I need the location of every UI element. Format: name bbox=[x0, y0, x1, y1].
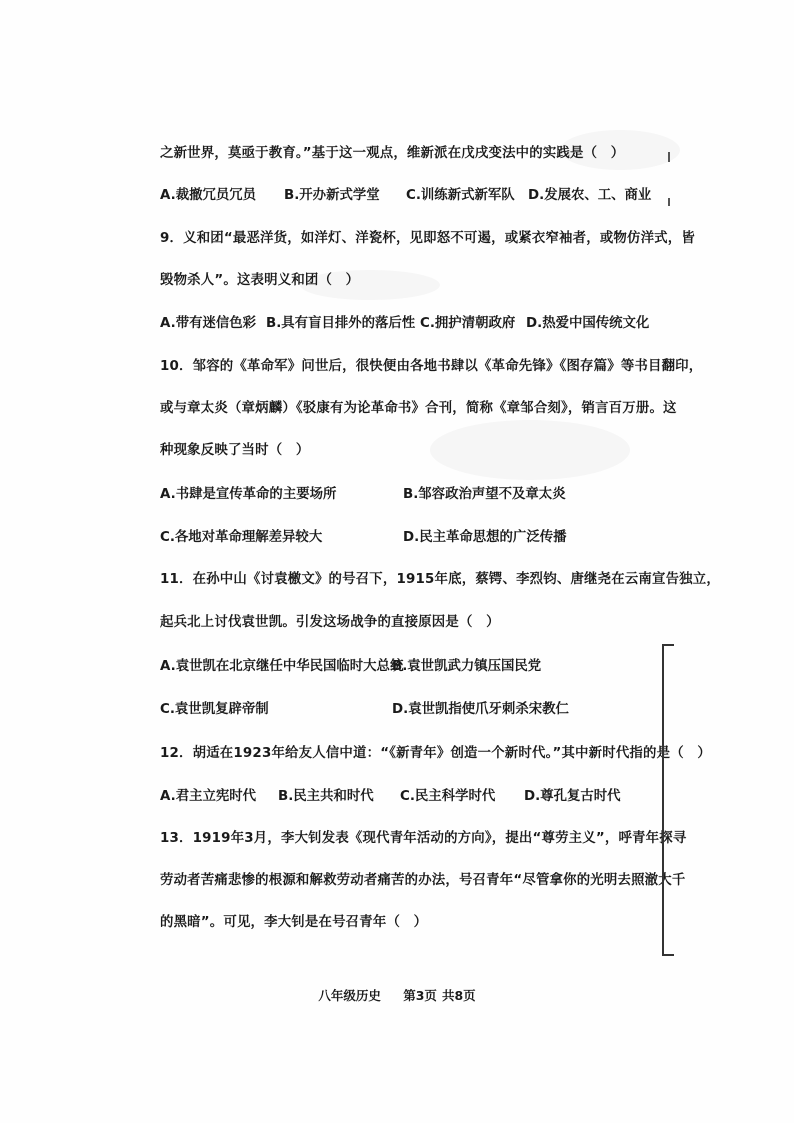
q9-option-b: B.具有盲目排外的落后性 bbox=[266, 316, 416, 331]
binding-bracket bbox=[662, 644, 674, 956]
q12-option-b: B.民主共和时代 bbox=[278, 789, 374, 804]
footer-subject: 八年级历史 bbox=[318, 988, 381, 1003]
q10-option-b: B.邹容政治声望不及章太炎 bbox=[403, 487, 566, 502]
q9-stem-line-1: 9．义和团“最恶洋货，如洋灯、洋瓷杯，见即怒不可遏，或紧衣窄袖者，或物仿洋式，皆 bbox=[160, 231, 695, 246]
q11-stem-line-1: 11．在孙中山《讨袁檄文》的号召下，1915年底，蔡锷、李烈钧、唐继尧在云南宣告独立， bbox=[160, 572, 720, 587]
q10-option-d: D.民主革命思想的广泛传播 bbox=[403, 530, 567, 545]
q13-stem-line-3: 的黑暗”。可见，李大钊是在号召青年（ ） bbox=[160, 915, 428, 930]
scan-smudge bbox=[430, 420, 630, 480]
q8-stem-tail: 之新世界，莫亟于教育。”基于这一观点，维新派在戊戌变法中的实践是（ ） bbox=[160, 146, 625, 161]
q9-option-a: A.带有迷信色彩 bbox=[160, 316, 257, 331]
q10-stem-line-3: 种现象反映了当时（ ） bbox=[160, 443, 310, 458]
q10-stem-line-1: 10．邹容的《革命军》问世后，很快便由各地书肆以《革命先锋》《图存篇》等书目翻印， bbox=[160, 359, 703, 374]
footer-total-pages: 共8页 bbox=[441, 988, 476, 1003]
q9-option-c: C.拥护清朝政府 bbox=[420, 316, 516, 331]
scan-edge-mark bbox=[668, 152, 670, 162]
q8-option-d: D.发展农、工、商业 bbox=[528, 188, 652, 203]
q10-option-c: C.各地对革命理解差异较大 bbox=[160, 530, 323, 545]
q12-stem: 12．胡适在1923年给友人信中道：“《新青年》创造一个新时代。”其中新时代指的是（ ） bbox=[160, 746, 711, 761]
q12-option-a: A.君主立宪时代 bbox=[160, 789, 257, 804]
q8-option-c: C.训练新式新军队 bbox=[406, 188, 515, 203]
q11-option-b: B.袁世凯武力镇压国民党 bbox=[392, 659, 542, 674]
q11-stem-line-2: 起兵北上讨伐袁世凯。引发这场战争的直接原因是（ ） bbox=[160, 615, 500, 630]
q8-option-b: B.开办新式学堂 bbox=[284, 188, 380, 203]
q13-stem-line-2: 劳动者苦痛悲惨的根源和解救劳动者痛苦的办法，号召青年“尽管拿你的光明去照澈大千 bbox=[160, 873, 686, 888]
q8-option-a: A.裁撤冗员冗员 bbox=[160, 188, 257, 203]
page-footer bbox=[0, 986, 794, 1004]
q10-option-a: A.书肆是宣传革命的主要场所 bbox=[160, 487, 337, 502]
q9-stem-line-2: 毁物杀人”。这表明义和团（ ） bbox=[160, 273, 360, 288]
scan-edge-mark bbox=[668, 198, 670, 206]
q10-stem-line-2: 或与章太炎（章炳麟）《驳康有为论革命书》合刊，简称《章邹合刻》，销言百万册。这 bbox=[160, 401, 677, 416]
q12-option-d: D.尊孔复古时代 bbox=[524, 789, 621, 804]
q11-option-c: C.袁世凯复辟帝制 bbox=[160, 702, 269, 717]
q11-option-d: D.袁世凯指使爪牙刺杀宋教仁 bbox=[392, 702, 569, 717]
q11-option-a: A.袁世凯在北京继任中华民国临时大总统 bbox=[160, 659, 404, 674]
footer-page-number: 第3页 bbox=[403, 988, 437, 1003]
q13-stem-line-1: 13．1919年3月，李大钊发表《现代青年活动的方向》，提出“尊劳主义”，呼青年探寻 bbox=[160, 831, 687, 846]
q9-option-d: D.热爱中国传统文化 bbox=[526, 316, 650, 331]
q12-option-c: C.民主科学时代 bbox=[400, 789, 496, 804]
